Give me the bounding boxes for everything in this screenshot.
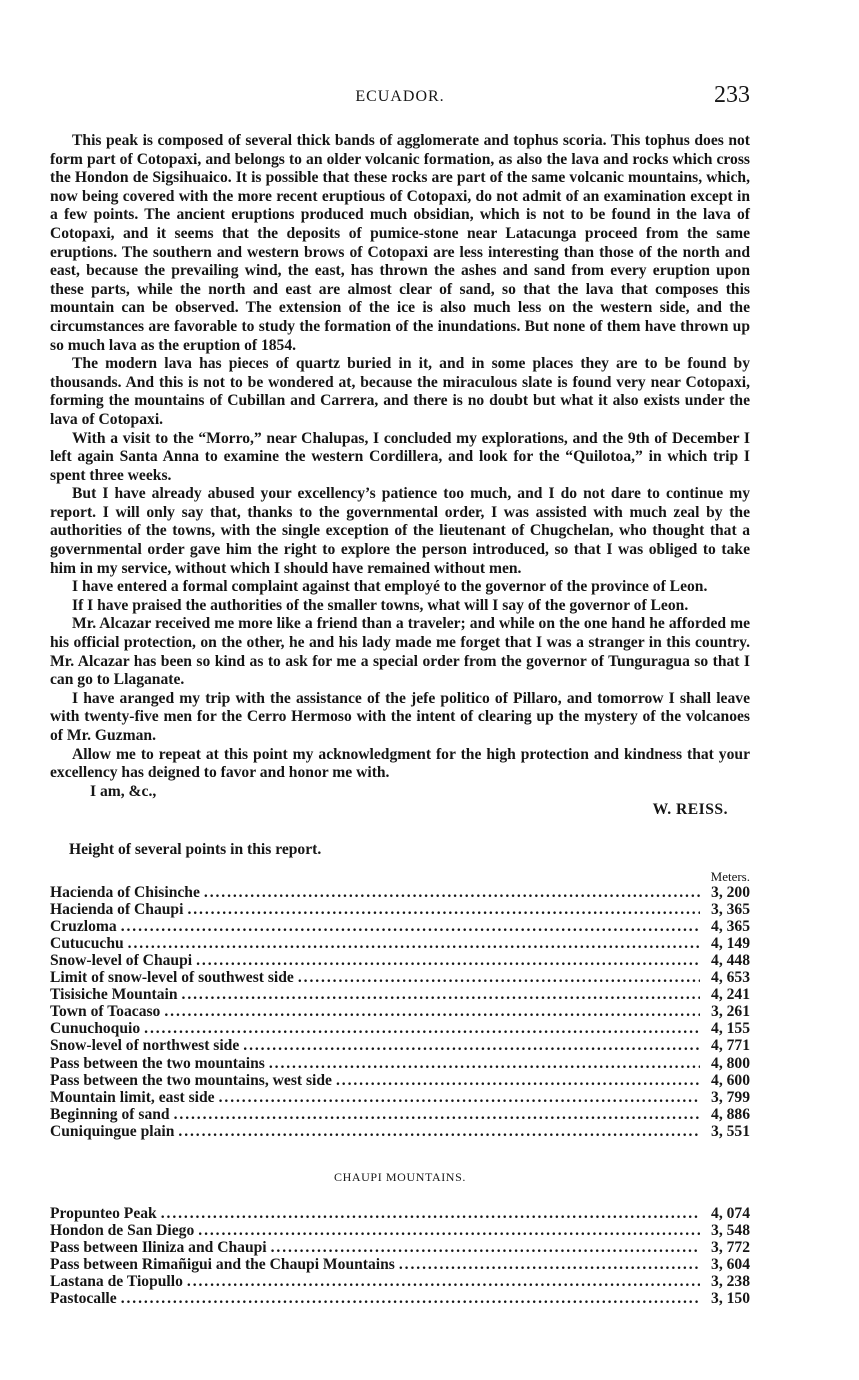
height-meters: 4, 241 <box>711 986 750 1004</box>
dot-leader <box>187 901 700 918</box>
dot-leader <box>399 1256 700 1273</box>
place-name: Hondon de San Diego <box>50 1222 195 1240</box>
place-name: Hacienda of Chaupi <box>50 900 184 918</box>
paragraph: If I have praised the authorities of the smaller towns, what will I say of the governor of Leon. <box>72 596 689 614</box>
place-name: Beginning of sand <box>50 1105 170 1123</box>
height-meters: 3, 551 <box>711 1122 750 1140</box>
table-row <box>50 1222 750 1239</box>
place-name: Lastana de Tiopullo <box>50 1273 183 1291</box>
place-name: Snow-level of northwest side <box>50 1037 240 1055</box>
height-meters: 4, 448 <box>711 951 750 969</box>
table-row <box>50 1020 750 1037</box>
paragraph: The modern lava has pieces of quartz buried in it, and in some places they are to be found by thousands. And this is not to be wondered at, because the miraculous slate is found very near Cotopaxi, forming the mountains of Cubillan and Carrera, and there is no doubt but what it also exists under the lava of Cotopaxi. <box>50 355 750 428</box>
table-row <box>50 1106 750 1123</box>
table-row <box>50 1205 750 1222</box>
place-name: Cunuchoquio <box>50 1020 141 1038</box>
dot-leader <box>198 1222 700 1239</box>
paragraph: I have aranged my trip with the assistance of the jefe politico of Pillaro, and tomorrow I shall leave with twenty-five men for the Cerro Hermoso with the intent of clearing up the mystery of the volcanoes of Mr. Guzman. <box>50 689 750 744</box>
height-meters: 4, 155 <box>711 1020 750 1038</box>
dot-leader <box>174 1106 700 1123</box>
dot-leader <box>121 1290 700 1307</box>
dot-leader <box>219 1089 700 1106</box>
place-name: Limit of snow-level of southwest side <box>50 969 294 987</box>
height-meters: 4, 149 <box>711 934 750 952</box>
height-meters: 3, 150 <box>711 1290 750 1308</box>
height-meters: 4, 074 <box>711 1204 750 1222</box>
paragraph: This peak is composed of several thick bands of agglomerate and tophus scoria. This tophus does not form part of Cotopaxi, and belongs to an older volcanic formation, as also the lava and rocks which cross the Hondon de Sigsihuaico. It is possible that these rocks are part of the same volcanic mountains, which, now being covered with the more recent eruptious of Cotopaxi, do not admit of an examination except in a few points. The ancient eruptions produced much obsidian, which is not to be found in the lava of Cotopaxi, and it seems that the deposits of pumice-stone near Latacunga proceed from the same eruptions. The southern and western brows of Cotopaxi are less interesting than those of the north and east, because the prevailing wind, the east, has thrown the ashes and sand from every eruption upon these parts, while the north and east are almost clear of sand, so that the lava that composes this mountain can be observed. The extension of the ice is also much less on the western side, and the circumstances are favorable to study the formation of the inundations. But none of them have thrown up so much lava as the eruption of 1854. <box>50 132 750 354</box>
dot-leader <box>161 1205 700 1222</box>
table-row <box>50 969 750 986</box>
signature: W. REISS. <box>652 801 728 819</box>
table-row <box>50 952 750 969</box>
height-meters: 3, 772 <box>711 1239 750 1257</box>
paragraph: With a visit to the “Morro,” near Chalupas, I concluded my explorations, and the 9th of December I left again Santa Anna to examine the western Cordillera, and look for the “Quilotoa,” in which trip I spent three weeks. <box>50 429 750 484</box>
dot-leader <box>121 918 700 935</box>
table-row <box>50 1239 750 1256</box>
table-row <box>50 901 750 918</box>
dot-leader <box>336 1072 700 1089</box>
height-meters: 4, 771 <box>711 1037 750 1055</box>
height-meters: 3, 200 <box>711 883 750 901</box>
place-name: Propunteo Peak <box>50 1204 157 1222</box>
dot-leader <box>178 1123 700 1140</box>
paragraph: Mr. Alcazar received me more like a friend than a traveler; and while on the one hand he afforded me his official protection, on the other, he and his lady made me forget that I was a stranger in this country. Mr. Alcazar has been so kind as to ask for me a special order from the governor of Tunguragua so that I can go to Llaganate. <box>50 615 750 689</box>
running-head <box>50 82 750 112</box>
dot-leader <box>196 952 700 969</box>
place-name: Pass between the two mountains <box>50 1054 265 1072</box>
place-name: Snow-level of Chaupi <box>50 951 193 969</box>
height-meters: 3, 238 <box>711 1273 750 1291</box>
table-row <box>50 935 750 952</box>
table-row <box>50 1003 750 1020</box>
dot-leader <box>164 1003 700 1020</box>
paragraph: I have entered a formal complaint against that employé to the governor of the province of Leon. <box>72 578 708 596</box>
height-meters: 3, 548 <box>711 1222 750 1240</box>
heights-caption: Height of several points in this report. <box>69 840 322 858</box>
chaupi-section-title: CHAUPI MOUNTAINS. <box>334 1169 466 1184</box>
table-row <box>50 1273 750 1290</box>
units-label: Meters. <box>710 868 750 884</box>
dot-leader <box>298 969 700 986</box>
running-title: ECUADOR. <box>355 88 445 105</box>
place-name: Hacienda of Chisinche <box>50 883 200 901</box>
place-name: Pass between Rimañigui and the Chaupi Mountains <box>50 1256 395 1274</box>
height-meters: 4, 365 <box>711 917 750 935</box>
place-name: Cutucuchu <box>50 934 124 952</box>
table-row <box>50 1089 750 1106</box>
place-name: Tisisiche Mountain <box>50 986 178 1004</box>
height-meters: 3, 604 <box>711 1256 750 1274</box>
table-row <box>50 884 750 901</box>
table-row <box>50 986 750 1003</box>
dot-leader <box>144 1020 700 1037</box>
dot-leader <box>128 935 700 952</box>
place-name: Mountain limit, east side <box>50 1088 215 1106</box>
place-name: Cuniquingue plain <box>50 1122 175 1140</box>
heights-table <box>50 884 750 1140</box>
paragraph: But I have already abused your excellency’s patience too much, and I do not dare to continue my report. I will only say that, thanks to the governmental order, I was assisted with much zeal by the authorities of the towns, with the single exception of the lieutenant of Chugchelan, who thought that a governmental order gave him the right to explore the person introduced, so that I was obliged to take him in my service, without which I should have remained without men. <box>50 485 750 577</box>
table-row <box>50 1123 750 1140</box>
paragraph: Allow me to repeat at this point my acknowledgment for the high protection and kindness that your excellency has deigned to favor and honor me with. <box>50 745 750 782</box>
height-meters: 4, 600 <box>711 1071 750 1089</box>
height-meters: 4, 886 <box>711 1105 750 1123</box>
letter-body <box>50 132 750 820</box>
dot-leader <box>271 1239 700 1256</box>
table-row <box>50 1072 750 1089</box>
dot-leader <box>269 1055 700 1072</box>
dot-leader <box>187 1273 700 1290</box>
place-name: Pass between Iliniza and Chaupi <box>50 1239 267 1257</box>
table-row <box>50 918 750 935</box>
place-name: Cruzloma <box>50 917 117 935</box>
document-page <box>50 82 750 1308</box>
height-meters: 3, 799 <box>711 1088 750 1106</box>
height-meters: 4, 653 <box>711 969 750 987</box>
place-name: Town of Toacaso <box>50 1003 161 1021</box>
closing-line: I am, &c., <box>90 782 157 800</box>
chaupi-heights-table <box>50 1205 750 1308</box>
table-row <box>50 1037 750 1054</box>
table-row <box>50 1290 750 1307</box>
table-row <box>50 1256 750 1273</box>
height-meters: 3, 365 <box>711 900 750 918</box>
dot-leader <box>182 986 700 1003</box>
place-name: Pastocalle <box>50 1290 117 1308</box>
page-number: 233 <box>714 82 750 108</box>
height-meters: 3, 261 <box>711 1003 750 1021</box>
table-row <box>50 1055 750 1072</box>
dot-leader <box>243 1037 700 1054</box>
height-meters: 4, 800 <box>711 1054 750 1072</box>
place-name: Pass between the two mountains, west side <box>50 1071 332 1089</box>
dot-leader <box>204 884 700 901</box>
